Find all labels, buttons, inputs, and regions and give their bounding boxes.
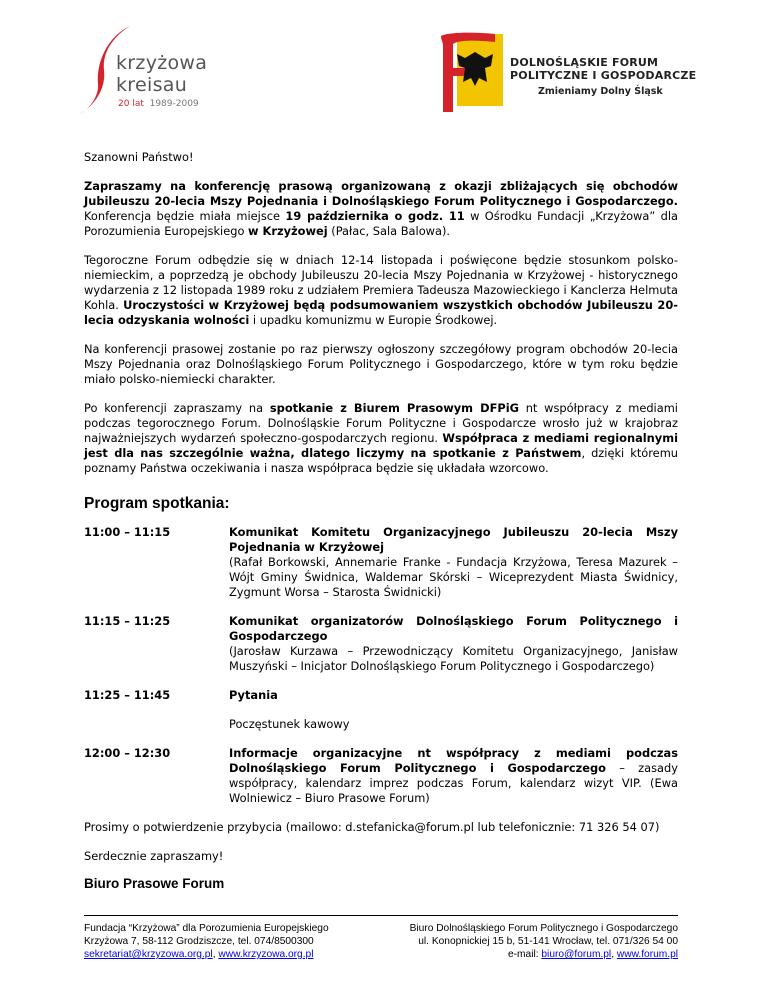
program-description (229, 525, 678, 600)
paragraph-program-announcement: Na konferencji prasowej zostanie po raz pierwszy ogłoszony szczegółowy program obchodów 20-lecia Mszy Pojednania oraz Dolnośląskiego Forum Politycznego i Gospodarczego, które w tym roku będzie miało polsko-niemiecki charakter. (84, 342, 678, 386)
program-detail: Poczęstunek kawowy (229, 717, 350, 731)
closing: Serdecznie zapraszamy! (84, 849, 224, 863)
footer-left-web-link[interactable]: www.krzyzowa.org.pl (218, 949, 314, 960)
footer-left-separator: , (212, 949, 219, 960)
forum-text-2: i upadku komunizmu w Europie Środkowej. (249, 313, 498, 327)
logo-years-highlight: 20 lat (118, 99, 144, 109)
footer-right-line1: Biuro Dolnośląskiego Forum Politycznego i Gospodarczego (409, 923, 678, 934)
logo-text-krzyzowa: krzyżowa (116, 52, 208, 74)
press-text-2: nt współpracy z mediami podczas tegorocznego Forum. Dolnośląskie Forum Polityczne i Gospodarcze wrosło już w krajobraz najważniejszych wydarzeń społeczno-gospodarczych regionu. (84, 401, 678, 445)
letter-body (84, 150, 678, 891)
program-heading: Program spotkania: (84, 495, 230, 512)
footer-right-web-link[interactable]: www.forum.pl (616, 949, 678, 960)
footer-right-links (384, 948, 678, 961)
footer-divider (84, 915, 678, 916)
program-row (84, 525, 678, 600)
footer-right (384, 922, 678, 961)
program-row (84, 717, 678, 732)
footer-left (84, 922, 384, 961)
program-row (84, 614, 678, 674)
invitation-text-2: w Ośrodku Fundacji „Krzyżowa” dla Porozumienia Europejskiego (84, 209, 678, 238)
footer-left-line2: Krzyżowa 7, 58-112 Grodziszcze, tel. 074/8500300 (84, 936, 314, 947)
greeting: Szanowni Państwo! (84, 150, 194, 164)
confirmation-request: Prosimy o potwierdzenie przybycia (mailowo: d.stefanicka@forum.pl lub telefonicznie: 71 326 54 07) (84, 820, 660, 834)
program-detail: – zasady współpracy, kalendarz imprez podczas Forum, kalendarz wizyt VIP. (Ewa Wolniewicz – Biuro Prasowe Forum) (229, 761, 678, 805)
forum-logo (435, 28, 735, 118)
program-title: Komunikat Komitetu Organizacyjnego Jubileuszu 20-lecia Mszy Pojednania w Krzyżowej (229, 525, 678, 554)
program-description (229, 746, 678, 806)
logo-years-range: 1989-2009 (149, 99, 199, 109)
forum-name (510, 56, 696, 82)
footer-right-line2: ul. Konopnickiej 15 b, 51-141 Wrocław, tel. 071/326 54 00 (418, 936, 678, 947)
program-description (229, 717, 678, 732)
invitation-lead: Zapraszamy na konferencję prasową organizowaną z okazji zbliżających się obchodów Jubileuszu 20-lecia Mszy Pojednania i Dolnośląskiego Forum Politycznego i Gospodarczego. (84, 179, 678, 208)
program-title: Komunikat organizatorów Dolnośląskiego Forum Politycznego i Gospodarczego (229, 614, 678, 643)
program-time (84, 717, 229, 732)
forum-text-1: Tegoroczne Forum odbędzie się w dniach 12-14 listopada i poświęcone będzie stosunkom polsko-niemieckim, a poprzedzą je obchody Jubileuszu 20-lecia Mszy Pojednania w Krzyżowej - historycznego wydarzenia z 12 listopada 1989 roku z udziałem Premiera Tadeusza Mazowieckiego i Kanclerza Helmuta Kohla. (84, 253, 678, 312)
forum-highlight: Uroczystości w Krzyżowej będą podsumowaniem wszystkich obchodów Jubileuszu 20-lecia odzyskania wolności (84, 298, 678, 327)
footer-right-email-link[interactable]: biuro@forum.pl (541, 949, 612, 960)
press-text-1: Po konferencji zapraszamy na (84, 401, 270, 415)
program-row (84, 688, 678, 703)
program-time: 11:25 – 11:45 (84, 688, 171, 702)
program-time: 12:00 – 12:30 (84, 746, 171, 760)
invitation-text-1: Konferencja będzie miała miejsce (84, 209, 286, 223)
forum-name-line1: DOLNOŚLĄSKIE FORUM (510, 56, 659, 69)
press-highlight-1: spotkanie z Biurem Prasowym DFPiG (269, 401, 519, 415)
program-row (84, 746, 678, 806)
program-time: 11:15 – 11:25 (84, 614, 171, 628)
program-detail: (Rafał Borkowski, Annemarie Franke - Fundacja Krzyżowa, Teresa Mazurek – Wójt Gminy Świdnica, Waldemar Skórski – Wiceprezydent Miasta Świdnicy, Zygmunt Worsa – Starosta Świdnicki) (229, 555, 678, 599)
invitation-text-3: (Pałac, Sala Balowa). (327, 224, 451, 238)
footer-left-line1: Fundacja “Krzyżowa” dla Porozumienia Europejskiego (84, 923, 329, 934)
paragraph-forum (84, 253, 678, 328)
forum-name-line2: POLITYCZNE I GOSPODARCZE (510, 69, 697, 82)
program-description (229, 614, 678, 674)
forum-slogan: Zmieniamy Dolny Śląsk (538, 86, 663, 97)
signature: Biuro Prasowe Forum (84, 876, 225, 891)
logo-text-kreisau: kreisau (116, 74, 188, 96)
press-highlight-2: Współpraca z mediami regionalnymi jest dla nas szczególnie ważna, dlatego liczymy na spotkanie z Państwem (84, 431, 678, 460)
forum-f-eagle-icon (435, 28, 505, 118)
krzyzowa-logo (78, 22, 228, 112)
program-detail: (Jarosław Kurzawa – Przewodniczący Komitetu Organizacyjnego, Janisław Muszyński – Inicjator Dolnośląskiego Forum Politycznego i Gospodarczego) (229, 644, 678, 673)
invitation-place: w Krzyżowej (248, 224, 328, 238)
program-title: Informacje organizacyjne nt współpracy z mediami podczas Dolnośląskiego Forum Politycznego i Gospodarczego (229, 746, 678, 775)
invitation-date: 19 października o godz. 11 (285, 209, 465, 223)
footer-left-email-link[interactable]: sekretariat@krzyzowa.org.pl (84, 949, 213, 960)
footer-left-links (84, 948, 384, 961)
program-list (84, 525, 678, 806)
program-description (229, 688, 678, 703)
footer-right-email-label: e-mail: (507, 949, 542, 960)
footer-right-separator: , (611, 949, 617, 960)
paragraph-invitation (84, 179, 678, 239)
program-title: Pytania (229, 688, 278, 702)
program-time: 11:00 – 11:15 (84, 525, 171, 539)
paragraph-press-meeting (84, 401, 678, 476)
logo-years (118, 99, 199, 109)
press-text-3: , dzięki któremu poznamy Państwa oczekiwania i nasza współpraca będzie się układała wzorcowo. (84, 446, 679, 475)
